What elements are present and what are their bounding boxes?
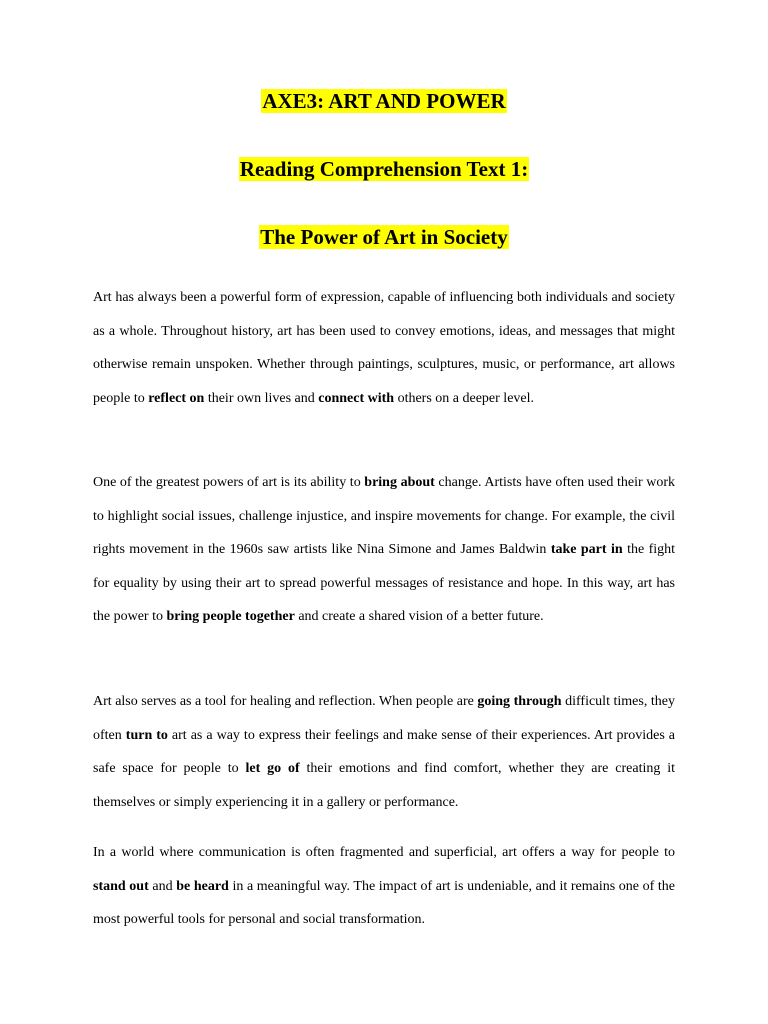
text-title [93, 224, 675, 250]
bold-phrase: bring about [364, 475, 435, 490]
text-run: change. Artists have often used their work to highlight social issues, challenge injustice, and inspire movements for change. For example, the civil rights movement in the 1960s saw artists like Nina Simone and James Baldwin [93, 475, 675, 558]
text-run: Art also serves as a tool for healing and reflection. When people are [93, 694, 478, 709]
bold-phrase: let go of [245, 761, 300, 777]
bold-phrase: going through [477, 694, 562, 709]
bold-phrase: stand out [93, 878, 149, 894]
bold-phrase: bring people together [166, 609, 295, 625]
document-subtitle-text: Reading Comprehension Text 1: [239, 157, 529, 181]
document-title-text: AXE3: ART AND POWER [262, 89, 506, 113]
text-run: art as a way to express their feelings and make sense of their experiences. Art provides a safe space for people to [93, 727, 675, 777]
text-run: Art has always been a powerful form of expression, capable of influencing both individuals and society as a whole. Throughout history, art has been used to convey emotions, ideas, and messages that might otherwise remain unspoken. Whether through paintings, sculptures, music, or performance, art allows people to [93, 290, 675, 406]
text-run: difficult times, they often [93, 694, 675, 743]
document-title [93, 88, 675, 114]
text-run: and create a shared vision of a better future. [294, 609, 544, 625]
bold-phrase: turn to [125, 727, 168, 743]
text-run: One of the greatest powers of art is its ability to [93, 475, 365, 490]
text-run: their own lives and [204, 390, 319, 406]
text-run: others on a deeper level. [394, 390, 535, 406]
bold-phrase: be heard [176, 878, 229, 894]
text-title-text: The Power of Art in Society [260, 225, 508, 249]
text-run: in a meaningful way. The impact of art is undeniable, and it remains one of the most powerful tools for personal and social transformation. [93, 878, 676, 928]
text-run: their emotions and find comfort, whether they are creating it themselves or simply experiencing it in a gallery or performance. [93, 761, 675, 810]
text-run: and [148, 878, 177, 894]
paragraph-3 [93, 685, 675, 819]
paragraph-2 [93, 466, 675, 634]
bold-phrase: connect with [318, 390, 395, 406]
paragraph-1 [93, 281, 675, 415]
bold-phrase: reflect on [148, 390, 205, 406]
text-run: In a world where communication is often fragmented and superficial, art offers a way for people to [93, 845, 675, 860]
bold-phrase: take part in [550, 542, 623, 558]
document-subtitle [93, 156, 675, 182]
paragraph-4 [93, 836, 675, 937]
text-run: the fight for equality by using their art to spread powerful messages of resistance and hope. In this way, art has the power to [93, 542, 676, 625]
